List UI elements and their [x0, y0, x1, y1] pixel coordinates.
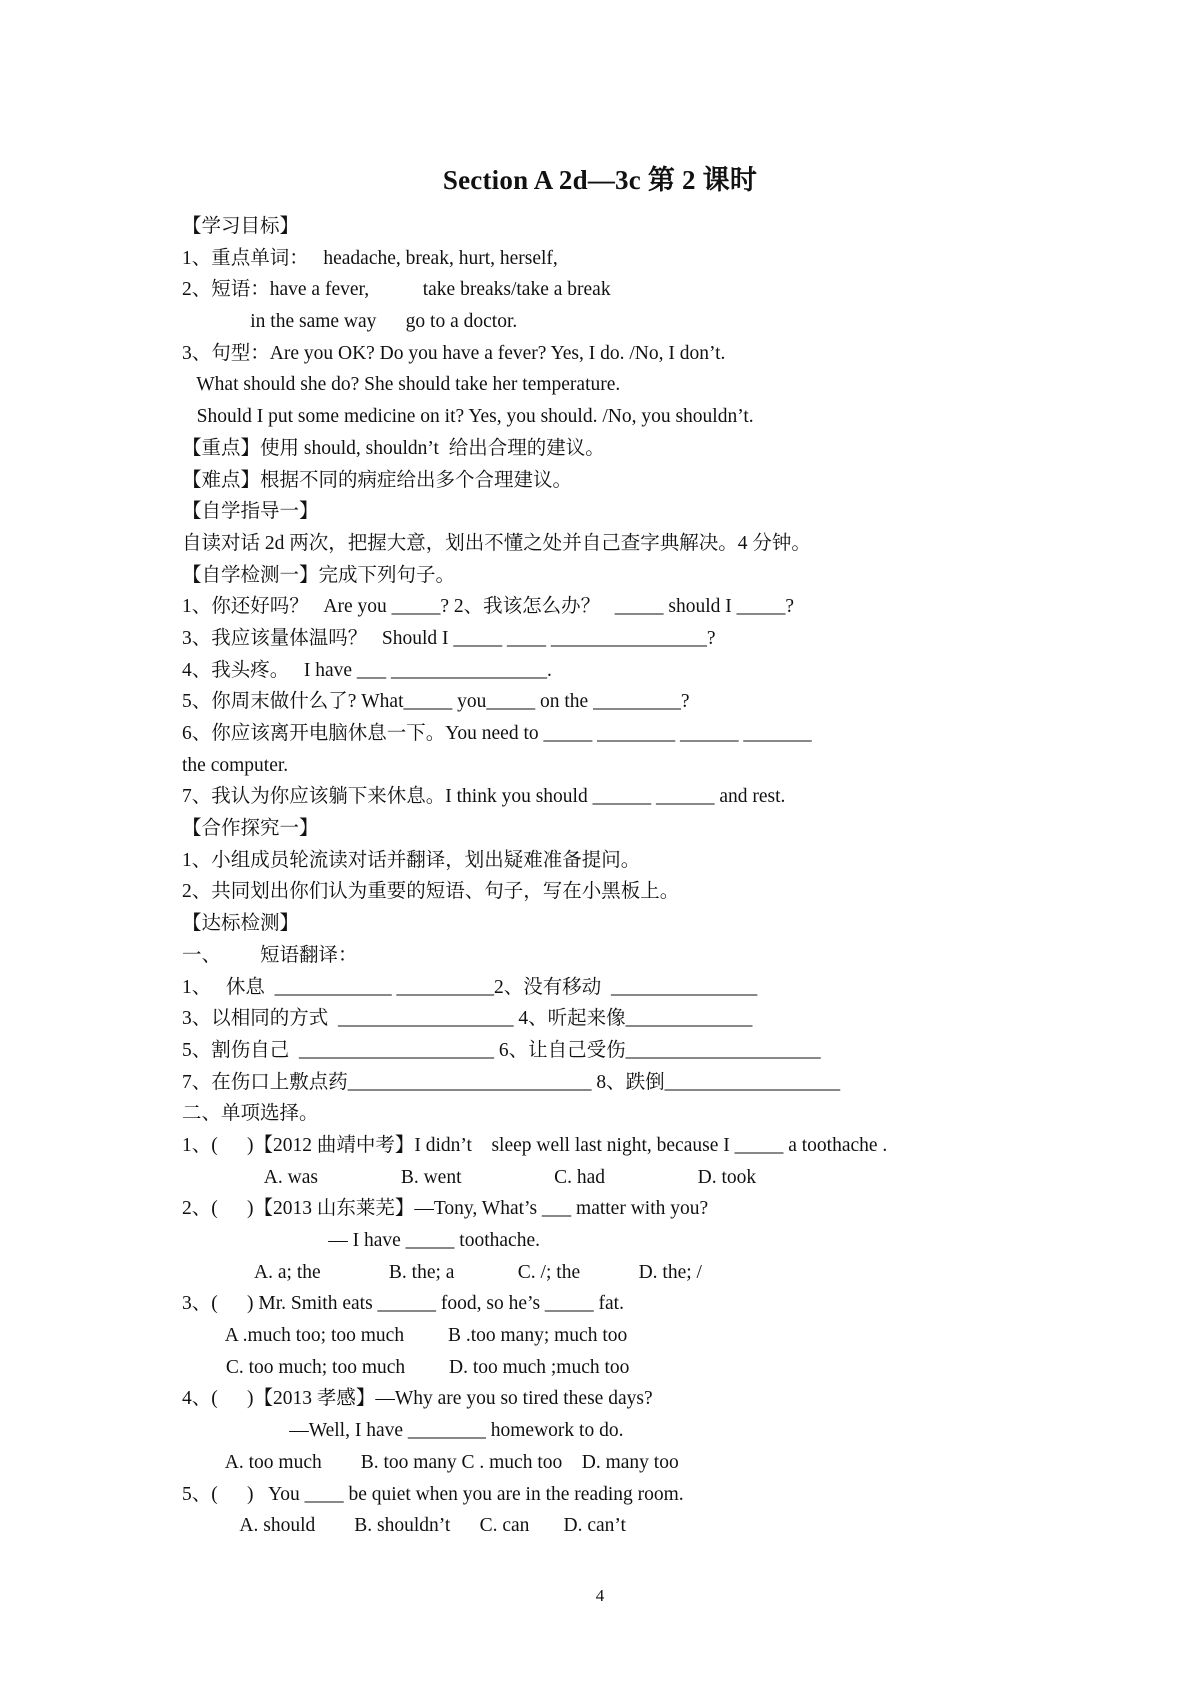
text-line: 2、( )【2013 山东莱芜】—Tony, What’s ___ matter with you?	[182, 1198, 709, 1220]
text-line: 1、你还好吗？ Are you _____? 2、我该怎么办？ _____ should I _____?	[182, 596, 795, 618]
text-line: 一、 短语翻译：	[182, 944, 358, 966]
text-line: 3、( ) Mr. Smith eats ______ food, so he’s _____ fat.	[182, 1293, 624, 1315]
text-line: C. too much; too much D. too much ;much too	[182, 1356, 630, 1378]
text-line: What should she do? She should take her temperature.	[182, 374, 621, 396]
text-line: 5、( ) You ____ be quiet when you are in the reading room.	[182, 1483, 684, 1505]
text-line: 【合作探究一】	[182, 818, 319, 840]
text-line: 【达标检测】	[182, 913, 300, 935]
text-line: 【学习目标】	[182, 216, 300, 237]
text-line: 4、( )【2013 孝感】—Why are you so tired these days?	[182, 1388, 653, 1410]
text-line: 自读对话 2d 两次，把握大意，划出不懂之处并自己查字典解决。4 分钟。	[182, 532, 811, 554]
text-line: 3、句型：Are you OK? Do you have a fever? Yes, I do. /No, I don’t.	[182, 342, 726, 364]
text-line: Should I put some medicine on it? Yes, you should. /No, you shouldn’t.	[182, 406, 754, 428]
text-line: 7、我认为你应该躺下来休息。I think you should ______ ______ and rest.	[182, 786, 786, 808]
text-line: A. should B. shouldn’t C. can D. can’t	[182, 1515, 626, 1537]
text-line: 1、( )【2012 曲靖中考】I didn’t sleep well last night, because I _____ a toothache .	[182, 1134, 888, 1156]
text-line: 3、我应该量体温吗？ Should I _____ ____ ________________?	[182, 627, 716, 649]
text-line: 【重点】使用 should, shouldn’t 给出合理的建议。	[182, 437, 605, 459]
text-line: 5、割伤自己 ____________________ 6、让自己受伤____________________	[182, 1039, 821, 1061]
text-line: 1、小组成员轮流读对话并翻译，划出疑难准备提问。	[182, 849, 641, 871]
page-number: 4	[595, 1586, 605, 1605]
page-title: Section A 2d—3c 第 2 课时	[442, 165, 758, 195]
text-line: 2、短语：have a fever, take breaks/take a break	[182, 279, 611, 301]
text-line: 3、以相同的方式 __________________ 4、听起来像_____________	[182, 1008, 753, 1030]
text-line: 1、重点单词： headache, break, hurt, herself,	[182, 247, 558, 269]
text-line: 5、你周末做什么了? What_____ you_____ on the _________?	[182, 691, 690, 713]
text-line: 2、共同划出你们认为重要的短语、句子，写在小黑板上。	[182, 881, 680, 903]
worksheet-body	[182, 211, 1162, 1542]
text-line: A .much too; too much B .too many; much too	[182, 1325, 628, 1347]
text-line: 7、在伤口上敷点药_________________________ 8、跌倒__________________	[182, 1071, 841, 1093]
text-line: A. too much B. too many C . much too D. many too	[182, 1451, 679, 1473]
text-line: the computer.	[182, 754, 289, 776]
text-line: A. was B. went C. had D. took	[182, 1166, 757, 1188]
text-line: 【自学指导一】	[182, 501, 319, 523]
text-line: 6、你应该离开电脑休息一下。You need to _____ ________ ______ _______	[182, 723, 812, 744]
text-line: A. a; the B. the; a C. /; the D. the; /	[182, 1261, 702, 1283]
text-line: 二、单项选择。	[182, 1103, 319, 1125]
text-line: 【自学检测一】完成下列句子。	[182, 564, 456, 586]
text-line: 【难点】根据不同的病症给出多个合理建议。	[182, 469, 573, 491]
text-line: —Well, I have ________ homework to do.	[182, 1420, 624, 1442]
text-line: in the same way go to a doctor.	[182, 311, 518, 333]
text-line: — I have _____ toothache.	[182, 1230, 540, 1251]
text-line: 4、我头疼。 I have ___ ________________.	[182, 659, 552, 681]
text-line: 1、 休息 ____________ __________2、没有移动 _______________	[182, 976, 758, 998]
